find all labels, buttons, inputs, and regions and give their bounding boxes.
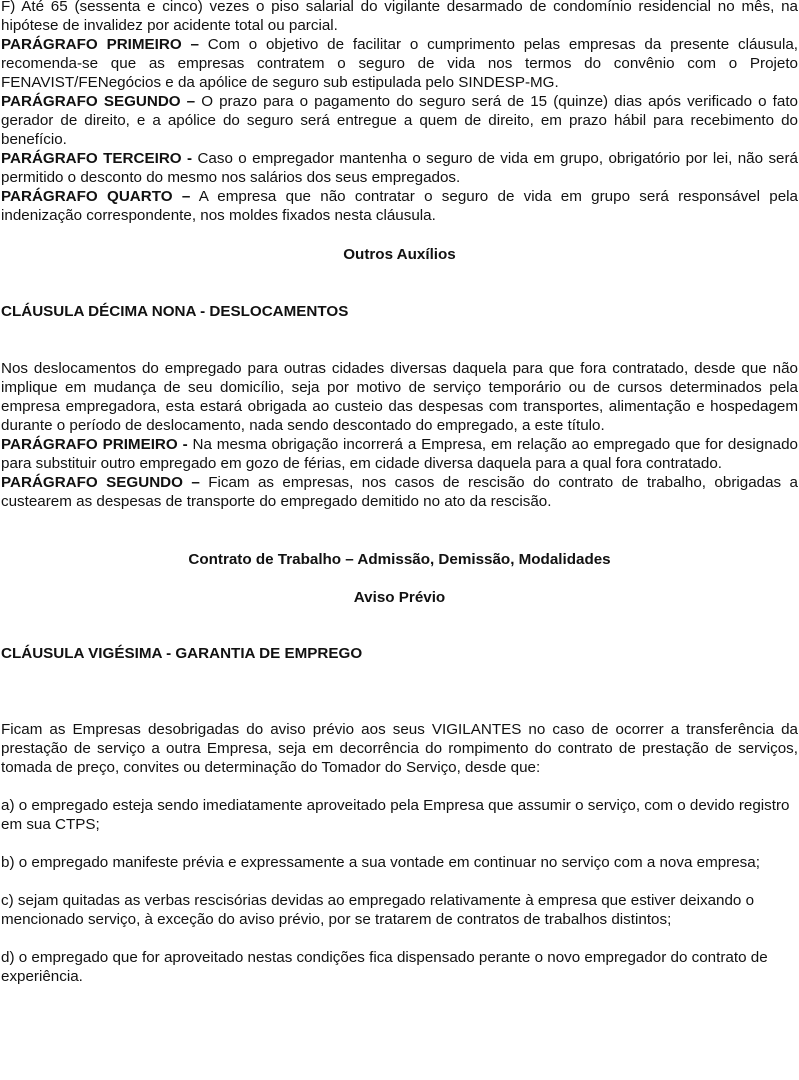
list-item-a: a) o empregado esteja sendo imediatamente aproveitado pela Empresa que assumir o serviço, com o devido registro em sua CTPS; xyxy=(1,797,790,833)
paragraph-label: PARÁGRAFO PRIMEIRO – xyxy=(1,36,199,53)
clause-body-garantia-emprego: Ficam as Empresas desobrigadas do aviso prévio aos seus VIGILANTES no caso de ocorrer a transferência da prestação de serviço a outra Empresa, seja em decorrência do rompimento do contrato de prestação de serviços, tomada de preço, convites ou determinação do Tomador do Serviço, desde que: xyxy=(1,721,798,776)
clause-body-deslocamentos: Nos deslocamentos do empregado para outras cidades diversas daquela para que fora contratado, desde que não implique em mudança de seu domicílio, seja por motivo de serviço temporário ou de cursos determinados pela empresa empregadora, esta estará obrigada ao custeio das despesas com transportes, alimentação e hospedagem durante o período de deslocamento, nada sendo descontado do empregado, a este título. xyxy=(1,360,798,434)
paragraph-text: O prazo para o pagamento do seguro será de 15 (quinze) dias após verificado o fato gerador de direito, e a apólice do seguro será entregue a quem de direito, em prazo hábil para recebimento do benefício. xyxy=(1,93,798,148)
section-heading-contrato-trabalho: Contrato de Trabalho – Admissão, Demissão, Modalidades xyxy=(188,551,611,568)
paragraph-label: PARÁGRAFO QUARTO – xyxy=(1,188,191,205)
list-item-d: d) o empregado que for aproveitado nestas condições fica dispensado perante o novo empregador do contrato de experiência. xyxy=(1,949,768,985)
list-item-c: c) sejam quitadas as verbas rescisórias devidas ao empregado relativamente à empresa que estiver deixando o mencionado serviço, à exceção do aviso prévio, por se tratarem de contratos de trabalhos distintos; xyxy=(1,892,755,928)
paragraph-item-f: F) Até 65 (sessenta e cinco) vezes o piso salarial do vigilante desarmado de condomínio residencial no mês, na hipótese de invalidez por acidente total ou parcial. xyxy=(1,0,798,34)
paragraph-text: Ficam as empresas, nos casos de rescisão do contrato de trabalho, obrigadas a custearem as despesas de transporte do empregado demitido no ato da rescisão. xyxy=(1,474,798,510)
paragraph-text: A empresa que não contratar o seguro de vida em grupo será responsável pela indenização correspondente, nos moldes fixados nesta cláusula. xyxy=(1,188,798,224)
document-page xyxy=(1,0,798,986)
paragraph-text: Caso o empregador mantenha o seguro de vida em grupo, obrigatório por lei, não será permitido o desconto do mesmo nos salários dos seus empregados. xyxy=(1,150,799,186)
paragraph-seguro-primeiro xyxy=(1,35,798,92)
paragraph-seguro-segundo xyxy=(1,92,798,149)
clause-title-vigesima: CLÁUSULA VIGÉSIMA - GARANTIA DE EMPREGO xyxy=(1,645,363,662)
paragraph-label: PARÁGRAFO PRIMEIRO - xyxy=(1,436,188,453)
list-item-b: b) o empregado manifeste prévia e expressamente a sua vontade em continuar no serviço com a nova empresa; xyxy=(1,854,760,871)
section-heading-aviso-previo: Aviso Prévio xyxy=(353,589,446,606)
section-heading-outros-auxilios: Outros Auxílios xyxy=(343,246,456,263)
paragraph-text: Na mesma obrigação incorrerá a Empresa, em relação ao empregado que for designado para substituir outro empregado em gozo de férias, em cidade diversa daquela para a qual fora contratado. xyxy=(1,436,798,472)
paragraph-label: PARÁGRAFO SEGUNDO – xyxy=(1,474,200,491)
paragraph-deslocamento-primeiro xyxy=(1,435,798,473)
paragraph-seguro-terceiro xyxy=(1,149,798,187)
paragraph-seguro-quarto xyxy=(1,187,798,225)
paragraph-label: PARÁGRAFO TERCEIRO - xyxy=(1,150,193,167)
paragraph-deslocamento-segundo xyxy=(1,473,798,511)
paragraph-label: PARÁGRAFO SEGUNDO – xyxy=(1,93,196,110)
paragraph-text: Com o objetivo de facilitar o cumprimento pelas empresas da presente cláusula, recomenda-se que as empresas contratem o seguro de vida nos termos do convênio com o Projeto FENAVIST/FENegócios e da apólice de seguro sub estipulada pelo SINDESP-MG. xyxy=(1,36,798,91)
clause-title-decima-nona: CLÁUSULA DÉCIMA NONA - DESLOCAMENTOS xyxy=(1,303,349,320)
